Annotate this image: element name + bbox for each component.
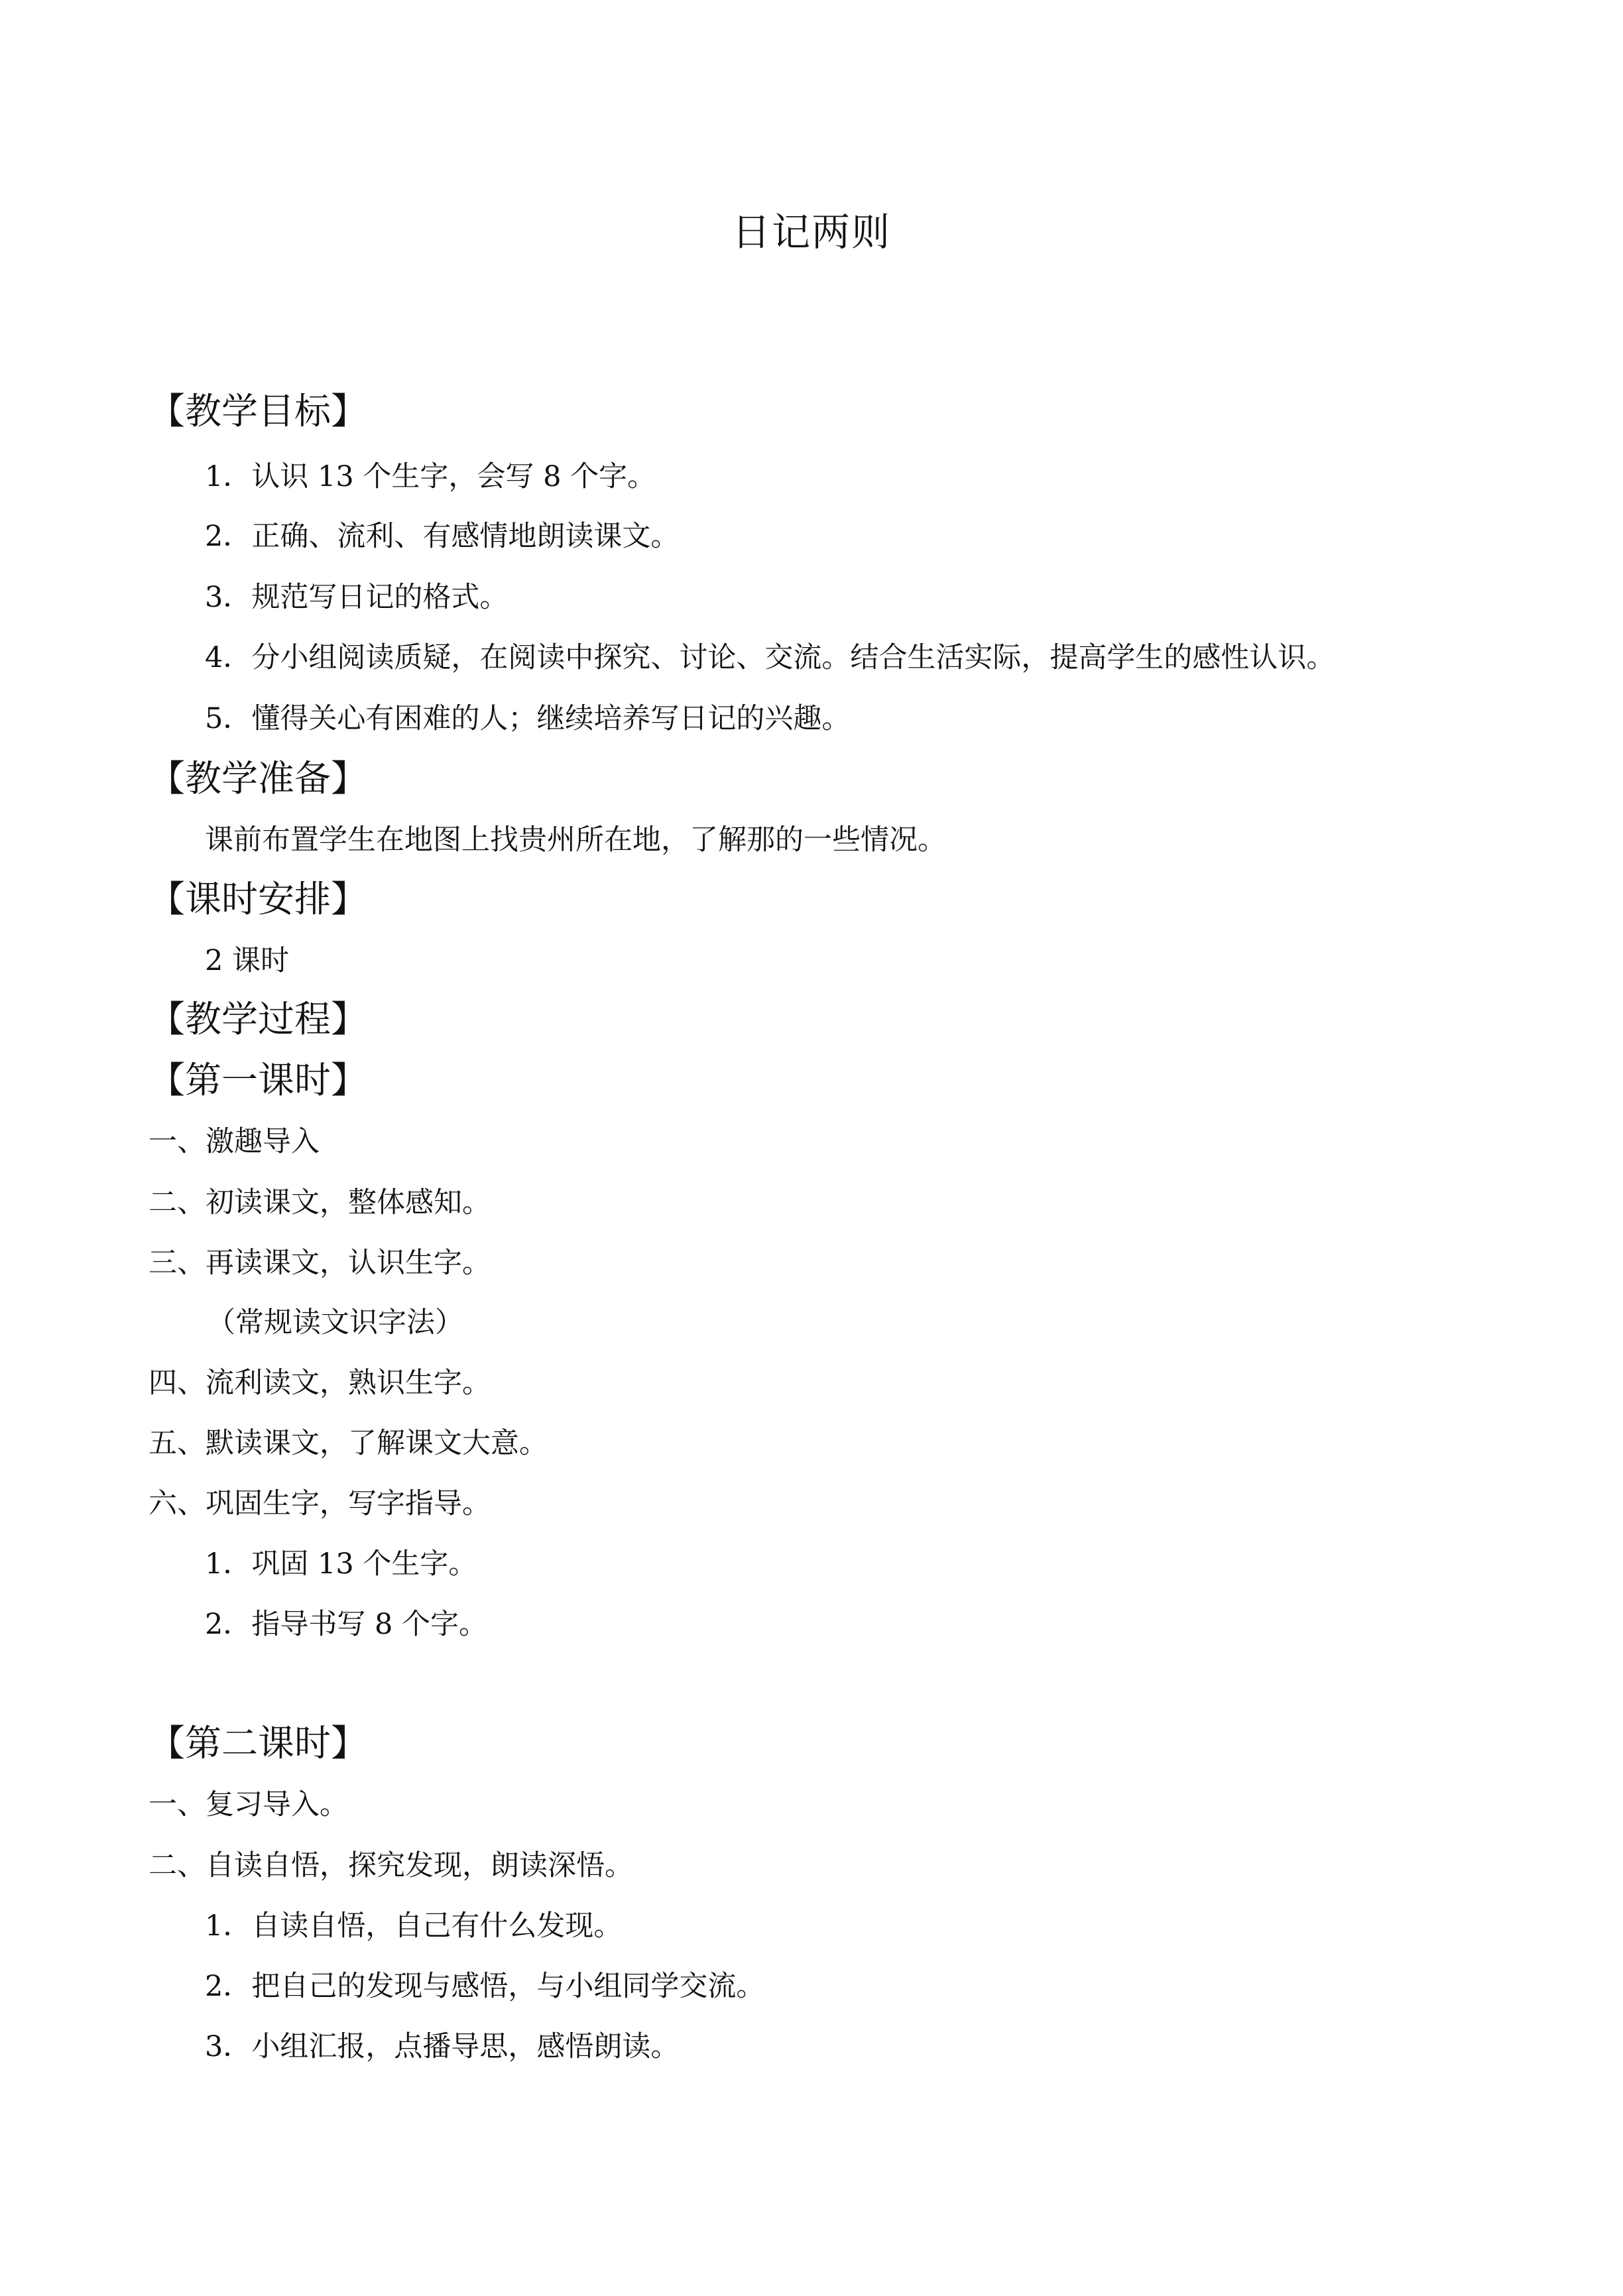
lesson1-step: 六、巩固生字，写字指导。: [149, 1487, 491, 1520]
goal-item: 4．分小组阅读质疑，在阅读中探究、讨论、交流。结合生活实际，提高学生的感性认识。: [205, 641, 1335, 674]
lesson1-step: 一、激趣导入: [149, 1125, 320, 1158]
lesson1-step: 二、初读课文，整体感知。: [149, 1186, 491, 1219]
lesson2-substep: 2．把自己的发现与感悟，与小组同学交流。: [205, 1970, 765, 2003]
section-heading-schedule: 【课时安排】: [149, 878, 368, 920]
lesson2-substep: 1．自读自悟，自己有什么发现。: [205, 1909, 623, 1943]
goal-item: 3．规范写日记的格式。: [205, 581, 509, 614]
section-heading-teaching-prep: 【教学准备】: [149, 757, 368, 800]
section-heading-teaching-goals: 【教学目标】: [149, 390, 368, 432]
goal-item: 1．认识 13 个生字，会写 8 个字。: [205, 460, 656, 493]
lesson2-step: 二、自读自悟，探究发现，朗读深悟。: [149, 1849, 633, 1882]
section-heading-lesson-2: 【第二课时】: [149, 1722, 368, 1764]
section-heading-teaching-process: 【教学过程】: [149, 998, 368, 1040]
schedule-text: 2 课时: [205, 944, 290, 977]
goal-item: 2．正确、流利、有感情地朗读课文。: [205, 520, 680, 553]
prep-text: 课前布置学生在地图上找贵州所在地，了解那的一些情况。: [205, 823, 946, 857]
goal-item: 5．懂得关心有困难的人；继续培养写日记的兴趣。: [205, 702, 851, 735]
lesson2-substep: 3．小组汇报，点播导思，感悟朗读。: [205, 2030, 680, 2063]
document-title: 日记两则: [731, 210, 891, 255]
section-heading-lesson-1: 【第一课时】: [149, 1059, 368, 1101]
lesson1-substep: 2．指导书写 8 个字。: [205, 1608, 488, 1641]
lesson1-step: 五、默读课文，了解课文大意。: [149, 1427, 548, 1460]
lesson1-step: 三、再读课文，认识生字。: [149, 1246, 491, 1280]
lesson1-step: 四、流利读文，熟识生字。: [149, 1366, 491, 1400]
lesson2-step: 一、复习导入。: [149, 1788, 348, 1821]
lesson1-step-note: （常规读文识字法）: [207, 1306, 463, 1339]
lesson1-substep: 1．巩固 13 个生字。: [205, 1547, 477, 1581]
